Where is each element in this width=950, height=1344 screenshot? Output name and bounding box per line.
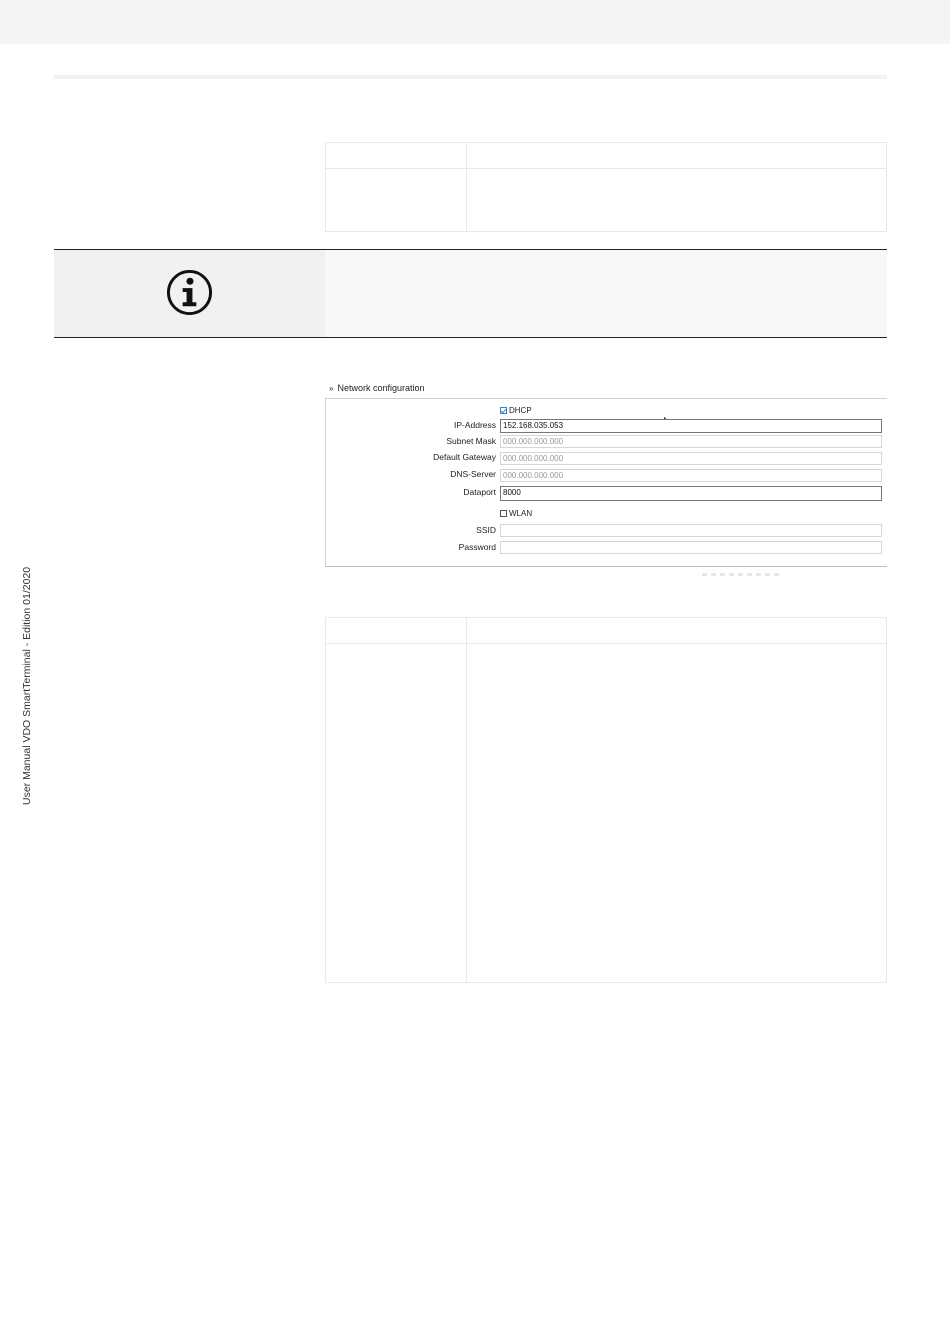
table-2-header-row [326,618,886,644]
double-chevron-down-icon[interactable]: » [329,384,334,393]
default-gateway-label: Default Gateway [433,452,496,462]
dataport-label: Dataport [463,487,496,497]
wlan-checkbox-label: WLAN [509,509,533,518]
dhcp-checkbox-label: DHCP [509,406,532,415]
table-1-header-row [326,143,886,169]
table-1-column-divider [466,143,467,231]
network-config-panel [325,398,887,567]
page-top-band [0,0,950,44]
faint-caption [702,573,782,576]
info-icon [166,269,213,316]
table-2 [325,617,887,983]
table-2-column-divider [466,618,467,982]
dhcp-checkbox-box[interactable] [500,407,507,414]
ssid-label: SSID [476,525,496,535]
table-1 [325,142,887,232]
ip-address-input[interactable]: 152.168.035.053 [500,419,882,433]
default-gateway-input[interactable]: 000.000.000.000 [500,452,882,465]
dns-server-input[interactable]: 000.000.000.000 [500,469,882,482]
password-input[interactable] [500,541,882,554]
ssid-input[interactable] [500,524,882,537]
network-config-title-label: Network configuration [337,383,425,393]
dns-server-label: DNS-Server [450,469,496,479]
wlan-checkbox[interactable] [500,509,532,518]
ip-address-label: IP-Address [453,420,496,430]
subnet-mask-label: Subnet Mask [446,436,496,446]
password-label: Password [458,542,496,552]
wlan-checkbox-box[interactable] [500,510,507,517]
header-rule [54,75,887,79]
network-config-title[interactable] [329,383,425,393]
info-note-icon-cell [54,250,325,337]
subnet-mask-input[interactable]: 000.000.000.000 [500,435,882,448]
dataport-input[interactable]: 8000 [500,486,882,501]
edition-sidebar-text: User Manual VDO SmartTerminal - Edition 01/2020 [21,566,33,805]
info-note [54,249,887,338]
dhcp-checkbox[interactable] [500,406,532,415]
